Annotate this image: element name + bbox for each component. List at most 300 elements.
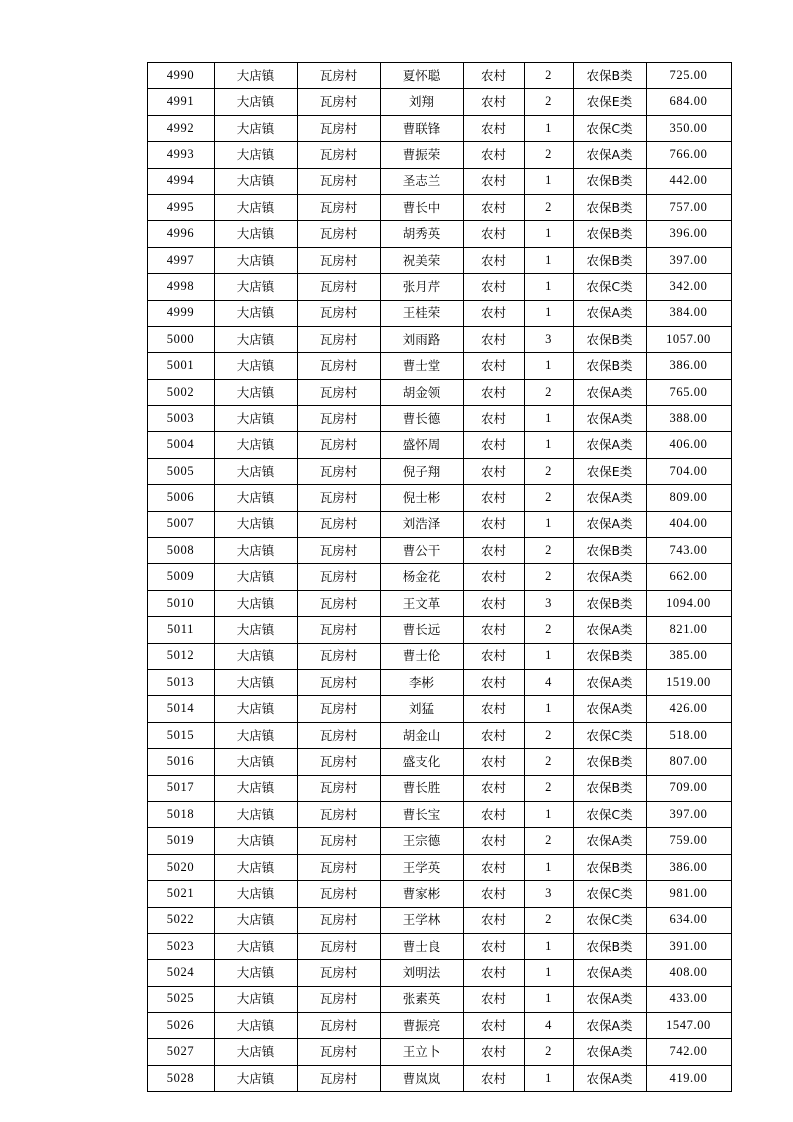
cell-人数: 1 (524, 933, 573, 959)
cell-保障类别: 农保A类 (573, 485, 646, 511)
cell-保障类别: 农保A类 (573, 1065, 646, 1091)
cell-保障类别: 农保B类 (573, 854, 646, 880)
cell-村: 瓦房村 (297, 669, 380, 695)
cell-保障类别: 农保A类 (573, 379, 646, 405)
cell-保障类别: 农保A类 (573, 960, 646, 986)
cell-姓名: 曹长德 (380, 406, 463, 432)
table-row (147, 775, 731, 801)
cell-姓名: 王宗德 (380, 828, 463, 854)
cell-保障类别: 农保B类 (573, 168, 646, 194)
cell-金额: 442.00 (646, 168, 731, 194)
cell-金额: 396.00 (646, 221, 731, 247)
cell-保障类别: 农保B类 (573, 643, 646, 669)
cell-乡镇: 大店镇 (214, 960, 297, 986)
cell-姓名: 张月芹 (380, 274, 463, 300)
cell-金额: 704.00 (646, 458, 731, 484)
cell-乡镇: 大店镇 (214, 590, 297, 616)
cell-金额: 766.00 (646, 142, 731, 168)
cell-姓名: 倪子翔 (380, 458, 463, 484)
cell-人数: 1 (524, 960, 573, 986)
table-row (147, 828, 731, 854)
cell-保障类别: 农保C类 (573, 907, 646, 933)
cell-村: 瓦房村 (297, 986, 380, 1012)
cell-类别: 农村 (463, 194, 524, 220)
cell-人数: 1 (524, 221, 573, 247)
cell-人数: 1 (524, 353, 573, 379)
cell-保障类别: 农保B类 (573, 247, 646, 273)
cell-乡镇: 大店镇 (214, 142, 297, 168)
cell-类别: 农村 (463, 1039, 524, 1065)
cell-姓名: 刘雨路 (380, 326, 463, 352)
cell-姓名: 曹士良 (380, 933, 463, 959)
cell-类别: 农村 (463, 485, 524, 511)
cell-村: 瓦房村 (297, 353, 380, 379)
cell-乡镇: 大店镇 (214, 1065, 297, 1091)
cell-姓名: 曹长中 (380, 194, 463, 220)
cell-序号: 5026 (147, 1013, 214, 1039)
cell-乡镇: 大店镇 (214, 485, 297, 511)
cell-保障类别: 农保A类 (573, 828, 646, 854)
table-row (147, 274, 731, 300)
cell-保障类别: 农保A类 (573, 142, 646, 168)
table-row (147, 907, 731, 933)
cell-保障类别: 农保A类 (573, 300, 646, 326)
cell-序号: 5016 (147, 749, 214, 775)
cell-金额: 1547.00 (646, 1013, 731, 1039)
cell-人数: 1 (524, 511, 573, 537)
cell-序号: 5020 (147, 854, 214, 880)
cell-姓名: 刘翔 (380, 89, 463, 115)
cell-乡镇: 大店镇 (214, 458, 297, 484)
table-row (147, 564, 731, 590)
cell-序号: 5001 (147, 353, 214, 379)
cell-序号: 4997 (147, 247, 214, 273)
cell-乡镇: 大店镇 (214, 511, 297, 537)
cell-人数: 1 (524, 986, 573, 1012)
cell-金额: 391.00 (646, 933, 731, 959)
cell-姓名: 曹家彬 (380, 881, 463, 907)
cell-人数: 3 (524, 326, 573, 352)
cell-乡镇: 大店镇 (214, 828, 297, 854)
cell-保障类别: 农保C类 (573, 274, 646, 300)
cell-人数: 2 (524, 142, 573, 168)
cell-金额: 384.00 (646, 300, 731, 326)
cell-类别: 农村 (463, 300, 524, 326)
cell-村: 瓦房村 (297, 142, 380, 168)
cell-序号: 5013 (147, 669, 214, 695)
cell-金额: 662.00 (646, 564, 731, 590)
cell-乡镇: 大店镇 (214, 854, 297, 880)
cell-人数: 2 (524, 749, 573, 775)
cell-乡镇: 大店镇 (214, 749, 297, 775)
cell-保障类别: 农保B类 (573, 326, 646, 352)
cell-保障类别: 农保A类 (573, 1013, 646, 1039)
cell-人数: 2 (524, 1039, 573, 1065)
table-row (147, 854, 731, 880)
cell-村: 瓦房村 (297, 590, 380, 616)
cell-人数: 3 (524, 881, 573, 907)
cell-金额: 725.00 (646, 63, 731, 89)
cell-保障类别: 农保B类 (573, 353, 646, 379)
cell-村: 瓦房村 (297, 801, 380, 827)
cell-序号: 5009 (147, 564, 214, 590)
cell-金额: 634.00 (646, 907, 731, 933)
cell-姓名: 曹士堂 (380, 353, 463, 379)
cell-村: 瓦房村 (297, 696, 380, 722)
cell-金额: 518.00 (646, 722, 731, 748)
cell-人数: 2 (524, 775, 573, 801)
cell-类别: 农村 (463, 617, 524, 643)
cell-保障类别: 农保B类 (573, 221, 646, 247)
cell-乡镇: 大店镇 (214, 247, 297, 273)
cell-保障类别: 农保A类 (573, 406, 646, 432)
cell-乡镇: 大店镇 (214, 643, 297, 669)
cell-序号: 5021 (147, 881, 214, 907)
cell-保障类别: 农保A类 (573, 511, 646, 537)
cell-金额: 759.00 (646, 828, 731, 854)
cell-姓名: 张素英 (380, 986, 463, 1012)
cell-类别: 农村 (463, 933, 524, 959)
table-row (147, 485, 731, 511)
table-row (147, 1039, 731, 1065)
cell-金额: 433.00 (646, 986, 731, 1012)
cell-序号: 4998 (147, 274, 214, 300)
cell-乡镇: 大店镇 (214, 274, 297, 300)
cell-金额: 406.00 (646, 432, 731, 458)
cell-村: 瓦房村 (297, 722, 380, 748)
cell-人数: 2 (524, 194, 573, 220)
cell-人数: 1 (524, 274, 573, 300)
cell-人数: 1 (524, 406, 573, 432)
table-row (147, 221, 731, 247)
cell-保障类别: 农保B类 (573, 63, 646, 89)
cell-保障类别: 农保A类 (573, 617, 646, 643)
cell-保障类别: 农保A类 (573, 669, 646, 695)
cell-姓名: 胡金领 (380, 379, 463, 405)
cell-金额: 385.00 (646, 643, 731, 669)
cell-姓名: 王立卜 (380, 1039, 463, 1065)
cell-乡镇: 大店镇 (214, 775, 297, 801)
cell-村: 瓦房村 (297, 89, 380, 115)
cell-乡镇: 大店镇 (214, 696, 297, 722)
cell-乡镇: 大店镇 (214, 115, 297, 141)
cell-类别: 农村 (463, 960, 524, 986)
cell-乡镇: 大店镇 (214, 63, 297, 89)
cell-乡镇: 大店镇 (214, 326, 297, 352)
cell-村: 瓦房村 (297, 1013, 380, 1039)
cell-乡镇: 大店镇 (214, 194, 297, 220)
table-row (147, 1013, 731, 1039)
cell-乡镇: 大店镇 (214, 617, 297, 643)
cell-姓名: 曹振荣 (380, 142, 463, 168)
cell-人数: 1 (524, 115, 573, 141)
cell-类别: 农村 (463, 247, 524, 273)
table-row (147, 722, 731, 748)
cell-村: 瓦房村 (297, 274, 380, 300)
cell-姓名: 王桂荣 (380, 300, 463, 326)
cell-村: 瓦房村 (297, 538, 380, 564)
cell-村: 瓦房村 (297, 406, 380, 432)
cell-乡镇: 大店镇 (214, 1039, 297, 1065)
cell-村: 瓦房村 (297, 168, 380, 194)
cell-姓名: 杨金花 (380, 564, 463, 590)
table-row (147, 142, 731, 168)
cell-乡镇: 大店镇 (214, 300, 297, 326)
cell-类别: 农村 (463, 221, 524, 247)
table-body (147, 63, 731, 1092)
cell-序号: 5005 (147, 458, 214, 484)
cell-乡镇: 大店镇 (214, 1013, 297, 1039)
table-row (147, 986, 731, 1012)
cell-金额: 743.00 (646, 538, 731, 564)
cell-姓名: 王文革 (380, 590, 463, 616)
cell-金额: 397.00 (646, 247, 731, 273)
cell-人数: 1 (524, 168, 573, 194)
cell-保障类别: 农保B类 (573, 749, 646, 775)
cell-乡镇: 大店镇 (214, 801, 297, 827)
cell-人数: 1 (524, 854, 573, 880)
table-row (147, 432, 731, 458)
cell-姓名: 盛怀周 (380, 432, 463, 458)
cell-类别: 农村 (463, 274, 524, 300)
cell-人数: 2 (524, 89, 573, 115)
cell-序号: 5019 (147, 828, 214, 854)
cell-人数: 4 (524, 669, 573, 695)
cell-类别: 农村 (463, 458, 524, 484)
cell-姓名: 曹长胜 (380, 775, 463, 801)
cell-人数: 1 (524, 247, 573, 273)
cell-序号: 5002 (147, 379, 214, 405)
cell-村: 瓦房村 (297, 485, 380, 511)
cell-姓名: 刘明法 (380, 960, 463, 986)
cell-村: 瓦房村 (297, 300, 380, 326)
cell-类别: 农村 (463, 643, 524, 669)
cell-序号: 5017 (147, 775, 214, 801)
cell-序号: 5008 (147, 538, 214, 564)
cell-类别: 农村 (463, 1013, 524, 1039)
table-row (147, 326, 731, 352)
cell-类别: 农村 (463, 432, 524, 458)
cell-类别: 农村 (463, 854, 524, 880)
cell-金额: 821.00 (646, 617, 731, 643)
cell-乡镇: 大店镇 (214, 168, 297, 194)
cell-人数: 2 (524, 828, 573, 854)
cell-乡镇: 大店镇 (214, 722, 297, 748)
cell-类别: 农村 (463, 63, 524, 89)
cell-村: 瓦房村 (297, 247, 380, 273)
cell-人数: 1 (524, 801, 573, 827)
cell-人数: 3 (524, 590, 573, 616)
cell-人数: 2 (524, 617, 573, 643)
cell-保障类别: 农保C类 (573, 881, 646, 907)
cell-村: 瓦房村 (297, 63, 380, 89)
cell-类别: 农村 (463, 142, 524, 168)
cell-金额: 807.00 (646, 749, 731, 775)
table-row (147, 1065, 731, 1091)
cell-人数: 1 (524, 432, 573, 458)
table-row (147, 194, 731, 220)
table-row (147, 669, 731, 695)
cell-保障类别: 农保C类 (573, 115, 646, 141)
cell-村: 瓦房村 (297, 1039, 380, 1065)
cell-金额: 765.00 (646, 379, 731, 405)
cell-姓名: 李彬 (380, 669, 463, 695)
cell-序号: 5014 (147, 696, 214, 722)
cell-保障类别: 农保A类 (573, 986, 646, 1012)
cell-类别: 农村 (463, 511, 524, 537)
cell-姓名: 曹联锋 (380, 115, 463, 141)
cell-村: 瓦房村 (297, 907, 380, 933)
cell-人数: 2 (524, 907, 573, 933)
cell-金额: 1057.00 (646, 326, 731, 352)
cell-村: 瓦房村 (297, 775, 380, 801)
cell-保障类别: 农保B类 (573, 590, 646, 616)
cell-保障类别: 农保A类 (573, 1039, 646, 1065)
cell-保障类别: 农保E类 (573, 458, 646, 484)
cell-村: 瓦房村 (297, 379, 380, 405)
cell-保障类别: 农保A类 (573, 696, 646, 722)
cell-村: 瓦房村 (297, 881, 380, 907)
cell-保障类别: 农保B类 (573, 775, 646, 801)
cell-乡镇: 大店镇 (214, 406, 297, 432)
cell-序号: 5027 (147, 1039, 214, 1065)
cell-序号: 5007 (147, 511, 214, 537)
cell-序号: 5015 (147, 722, 214, 748)
cell-金额: 408.00 (646, 960, 731, 986)
cell-类别: 农村 (463, 564, 524, 590)
cell-类别: 农村 (463, 669, 524, 695)
cell-保障类别: 农保C类 (573, 801, 646, 827)
cell-村: 瓦房村 (297, 511, 380, 537)
cell-村: 瓦房村 (297, 828, 380, 854)
cell-金额: 809.00 (646, 485, 731, 511)
cell-姓名: 盛支化 (380, 749, 463, 775)
cell-金额: 397.00 (646, 801, 731, 827)
cell-姓名: 倪士彬 (380, 485, 463, 511)
cell-类别: 农村 (463, 538, 524, 564)
cell-姓名: 胡金山 (380, 722, 463, 748)
cell-序号: 4992 (147, 115, 214, 141)
cell-金额: 981.00 (646, 881, 731, 907)
cell-乡镇: 大店镇 (214, 986, 297, 1012)
cell-序号: 5010 (147, 590, 214, 616)
cell-村: 瓦房村 (297, 564, 380, 590)
cell-村: 瓦房村 (297, 432, 380, 458)
cell-人数: 2 (524, 722, 573, 748)
cell-序号: 5024 (147, 960, 214, 986)
cell-类别: 农村 (463, 590, 524, 616)
table-row (147, 458, 731, 484)
table-row (147, 63, 731, 89)
cell-保障类别: 农保B类 (573, 194, 646, 220)
cell-保障类别: 农保A类 (573, 432, 646, 458)
cell-姓名: 夏怀聪 (380, 63, 463, 89)
cell-金额: 388.00 (646, 406, 731, 432)
table-container (147, 62, 711, 1092)
cell-类别: 农村 (463, 168, 524, 194)
table-row (147, 881, 731, 907)
cell-序号: 5000 (147, 326, 214, 352)
table-row (147, 749, 731, 775)
cell-人数: 2 (524, 379, 573, 405)
table-row (147, 617, 731, 643)
cell-乡镇: 大店镇 (214, 353, 297, 379)
cell-金额: 350.00 (646, 115, 731, 141)
cell-村: 瓦房村 (297, 617, 380, 643)
cell-村: 瓦房村 (297, 194, 380, 220)
cell-金额: 709.00 (646, 775, 731, 801)
cell-类别: 农村 (463, 379, 524, 405)
cell-人数: 1 (524, 696, 573, 722)
cell-姓名: 曹长宝 (380, 801, 463, 827)
subsidy-table (147, 62, 732, 1092)
cell-金额: 742.00 (646, 1039, 731, 1065)
cell-金额: 342.00 (646, 274, 731, 300)
cell-序号: 5018 (147, 801, 214, 827)
table-row (147, 538, 731, 564)
cell-保障类别: 农保B类 (573, 538, 646, 564)
cell-人数: 1 (524, 300, 573, 326)
cell-姓名: 刘猛 (380, 696, 463, 722)
cell-村: 瓦房村 (297, 221, 380, 247)
cell-乡镇: 大店镇 (214, 221, 297, 247)
cell-序号: 4999 (147, 300, 214, 326)
cell-序号: 4995 (147, 194, 214, 220)
cell-村: 瓦房村 (297, 933, 380, 959)
cell-序号: 5028 (147, 1065, 214, 1091)
cell-人数: 1 (524, 643, 573, 669)
cell-姓名: 曹振亮 (380, 1013, 463, 1039)
cell-村: 瓦房村 (297, 960, 380, 986)
cell-金额: 404.00 (646, 511, 731, 537)
cell-序号: 4993 (147, 142, 214, 168)
table-row (147, 300, 731, 326)
cell-乡镇: 大店镇 (214, 669, 297, 695)
table-row (147, 379, 731, 405)
cell-乡镇: 大店镇 (214, 89, 297, 115)
cell-乡镇: 大店镇 (214, 907, 297, 933)
cell-类别: 农村 (463, 749, 524, 775)
cell-村: 瓦房村 (297, 1065, 380, 1091)
cell-村: 瓦房村 (297, 749, 380, 775)
cell-序号: 5003 (147, 406, 214, 432)
cell-乡镇: 大店镇 (214, 933, 297, 959)
cell-人数: 2 (524, 538, 573, 564)
cell-村: 瓦房村 (297, 458, 380, 484)
cell-姓名: 曹岚岚 (380, 1065, 463, 1091)
cell-序号: 4990 (147, 63, 214, 89)
cell-序号: 5025 (147, 986, 214, 1012)
cell-序号: 4991 (147, 89, 214, 115)
table-row (147, 89, 731, 115)
table-row (147, 406, 731, 432)
cell-姓名: 胡秀英 (380, 221, 463, 247)
cell-类别: 农村 (463, 881, 524, 907)
cell-姓名: 刘浩泽 (380, 511, 463, 537)
table-row (147, 801, 731, 827)
cell-金额: 426.00 (646, 696, 731, 722)
cell-类别: 农村 (463, 353, 524, 379)
cell-类别: 农村 (463, 1065, 524, 1091)
cell-类别: 农村 (463, 801, 524, 827)
cell-序号: 5022 (147, 907, 214, 933)
cell-保障类别: 农保B类 (573, 933, 646, 959)
cell-乡镇: 大店镇 (214, 881, 297, 907)
cell-姓名: 王学英 (380, 854, 463, 880)
cell-序号: 5004 (147, 432, 214, 458)
cell-类别: 农村 (463, 696, 524, 722)
table-row (147, 168, 731, 194)
